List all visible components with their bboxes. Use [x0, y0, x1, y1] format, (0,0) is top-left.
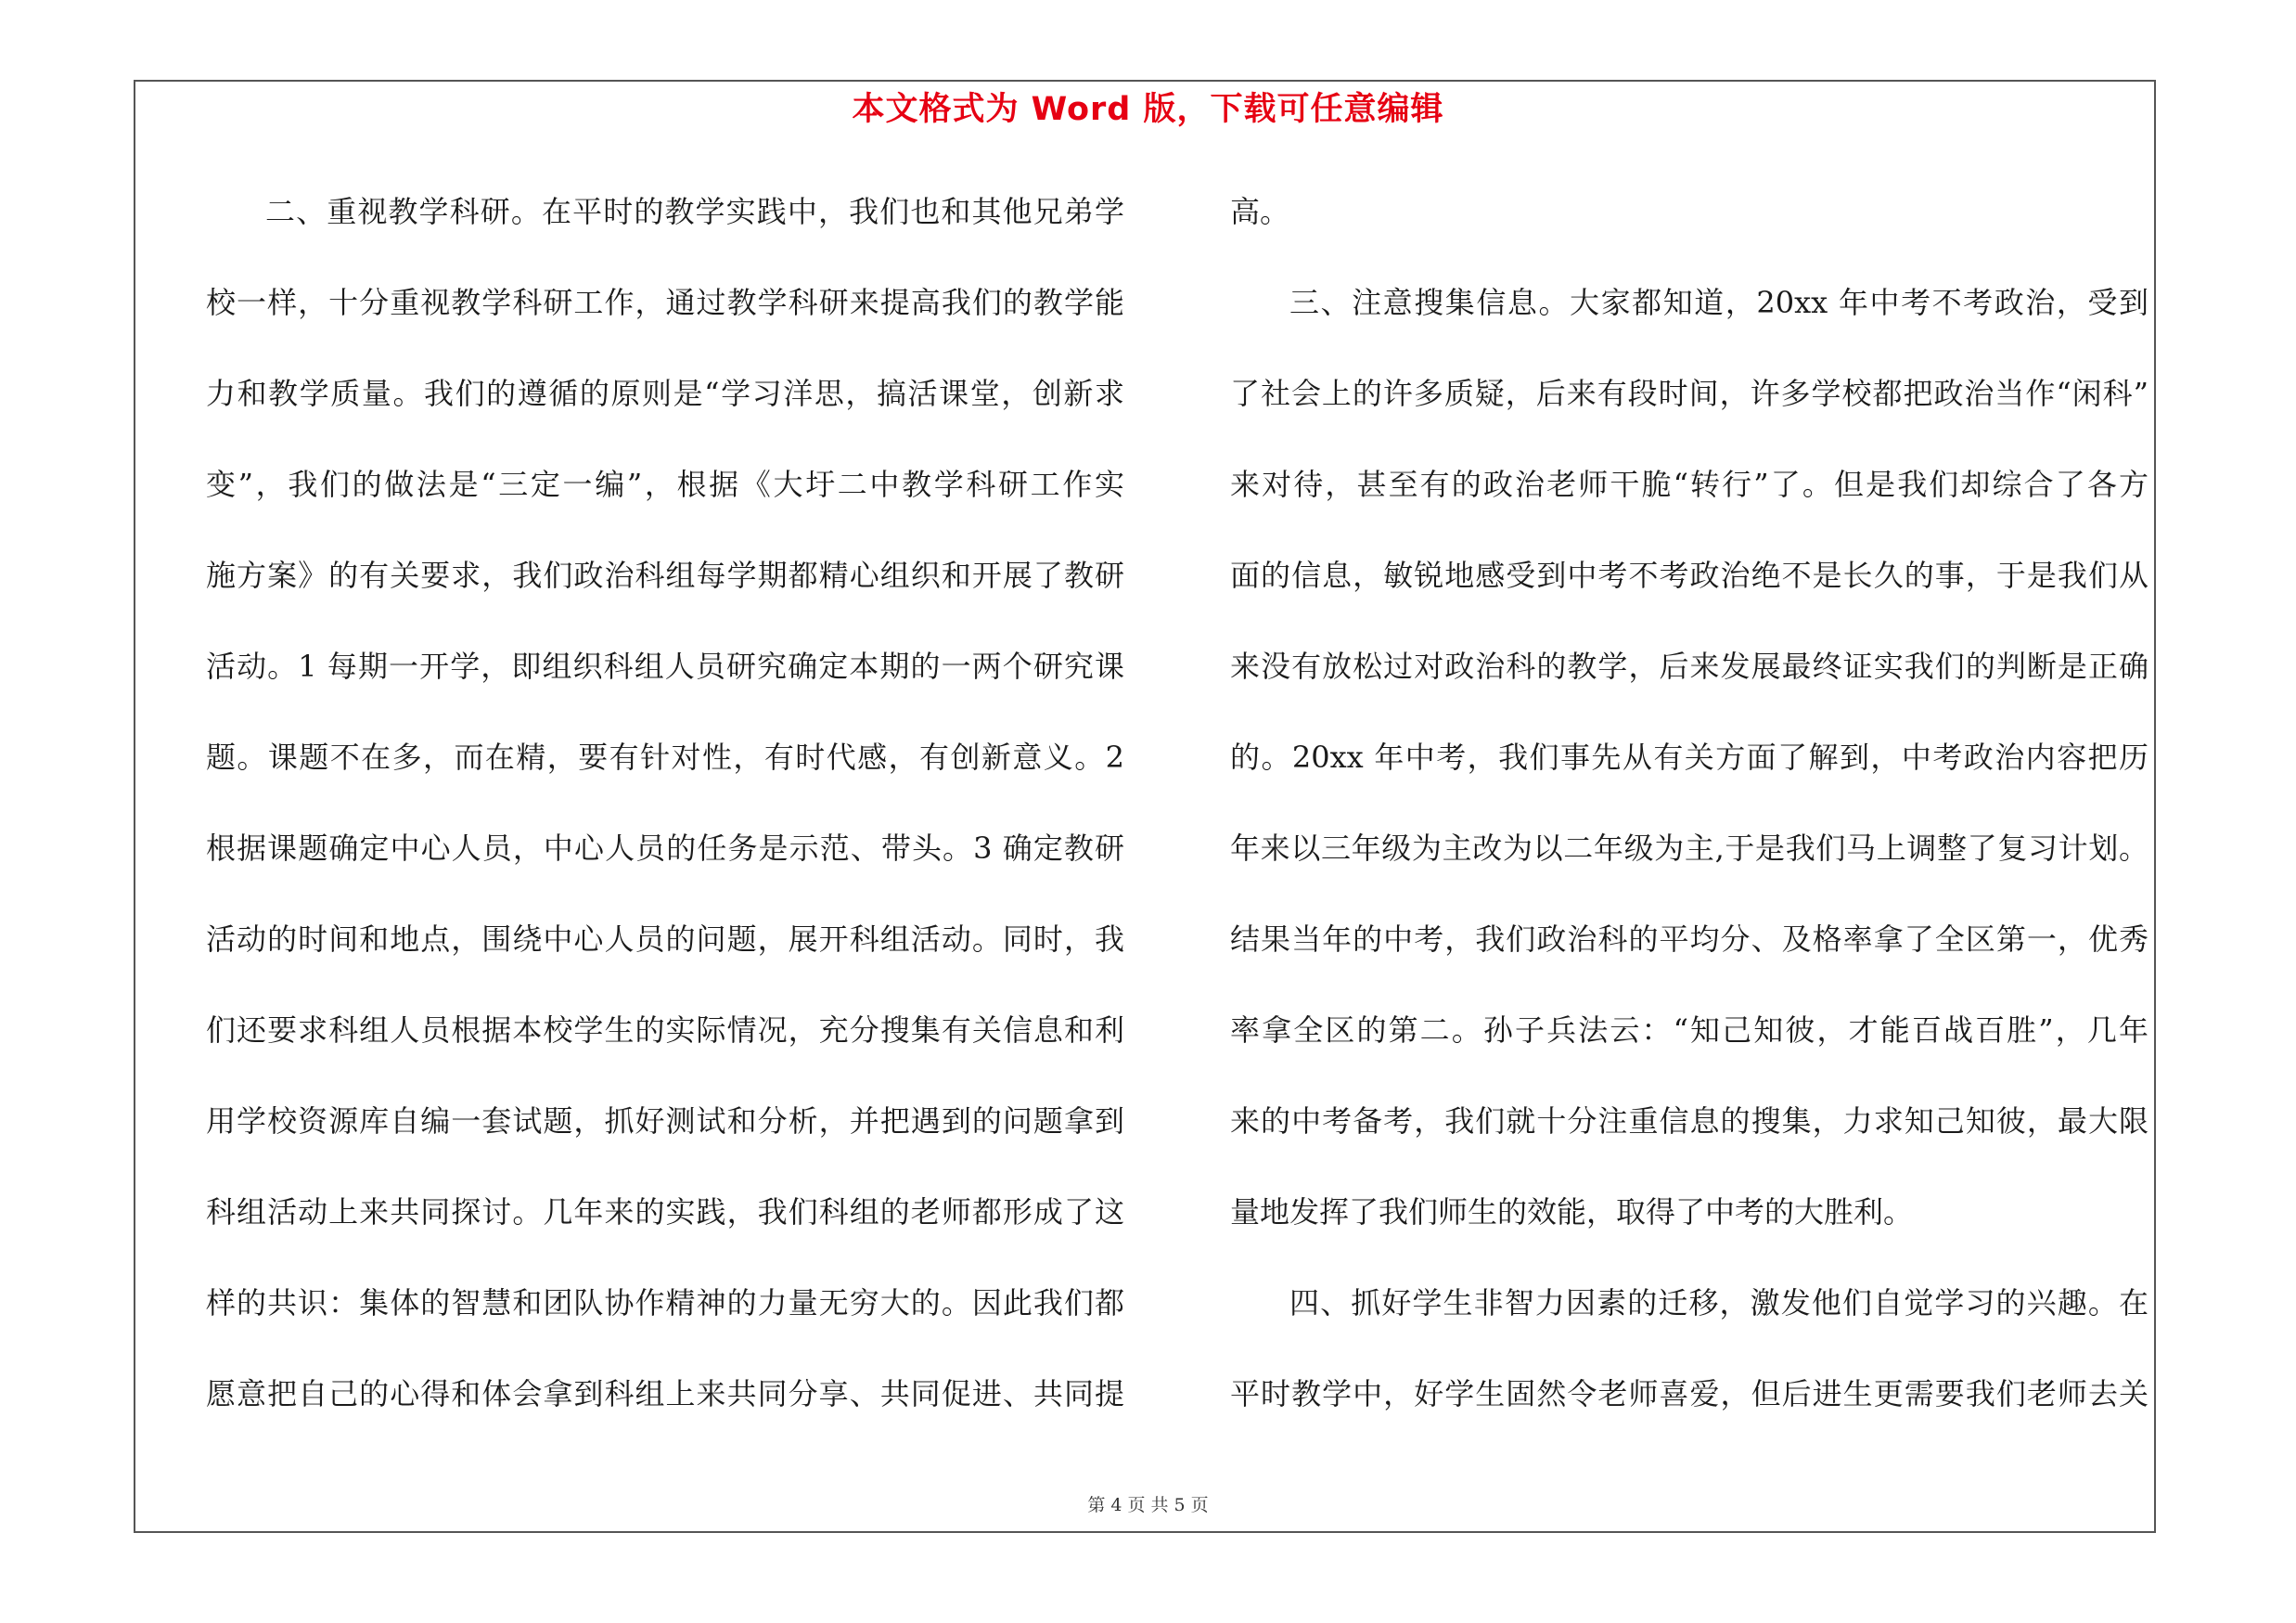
- text-line: 四、抓好学生非智力因素的迁移，激发他们自觉学习的兴趣。在: [1289, 1285, 2148, 1320]
- text-line: 了社会上的许多质疑，后来有段时间，许多学校都把政治当作“闲科”: [1230, 376, 2148, 411]
- text-line: 量地发挥了我们师生的效能，取得了中考的大胜利。: [1230, 1194, 1914, 1230]
- text-line: 高。: [1230, 194, 1290, 229]
- text-line: 二、重视教学科研。在平时的教学实践中，我们也和其他兄弟学: [265, 194, 1124, 229]
- document-banner: 本文格式为 Word 版，下载可任意编辑: [852, 91, 1444, 128]
- text-line: 年来以三年级为主改为以二年级为主,于是我们马上调整了复习计划。: [1230, 831, 2148, 866]
- text-line: 来没有放松过对政治科的教学，后来发展最终证实我们的判断是正确: [1230, 649, 2148, 684]
- text-line: 的。20xx 年中考，我们事先从有关方面了解到，中考政治内容把历: [1230, 740, 2148, 775]
- text-line: 校一样，十分重视教学科研工作，通过教学科研来提高我们的教学能: [206, 285, 1124, 320]
- text-line: 面的信息，敏锐地感受到中考不考政治绝不是长久的事，于是我们从: [1230, 558, 2148, 593]
- text-line: 平时教学中，好学生固然令老师喜爱，但后进生更需要我们老师去关: [1230, 1376, 2148, 1411]
- text-line: 来的中考备考，我们就十分注重信息的搜集，力求知己知彼，最大限: [1230, 1103, 2148, 1139]
- text-line: 活动。1 每期一开学，即组织科组人员研究确定本期的一两个研究课: [206, 649, 1124, 684]
- text-line: 变”，我们的做法是“三定一编”，根据《大圩二中教学科研工作实: [206, 467, 1124, 502]
- text-line: 三、注意搜集信息。大家都知道，20xx 年中考不考政治，受到: [1289, 285, 2148, 320]
- text-line: 样的共识：集体的智慧和团队协作精神的力量无穷大的。因此我们都: [206, 1285, 1124, 1320]
- text-line: 率拿全区的第二。孙子兵法云：“知己知彼，才能百战百胜”，几年: [1230, 1012, 2148, 1048]
- text-line: 施方案》的有关要求，我们政治科组每学期都精心组织和开展了教研: [206, 558, 1124, 593]
- text-line: 愿意把自己的心得和体会拿到科组上来共同分享、共同促进、共同提: [206, 1376, 1124, 1411]
- text-line: 科组活动上来共同探讨。几年来的实践，我们科组的老师都形成了这: [206, 1194, 1124, 1230]
- text-line: 力和教学质量。我们的遵循的原则是“学习洋思，搞活课堂，创新求: [206, 376, 1124, 411]
- text-line: 活动的时间和地点，围绕中心人员的问题，展开科组活动。同时，我: [206, 921, 1124, 957]
- right-text-column: [1230, 184, 2148, 1457]
- text-line: 根据课题确定中心人员，中心人员的任务是示范、带头。3 确定教研: [206, 831, 1124, 866]
- text-line: 结果当年的中考，我们政治科的平均分、及格率拿了全区第一，优秀: [1230, 921, 2148, 957]
- text-line: 来对待，甚至有的政治老师干脆“转行”了。但是我们却综合了各方: [1230, 467, 2148, 502]
- text-line: 们还要求科组人员根据本校学生的实际情况，充分搜集有关信息和利: [206, 1012, 1124, 1048]
- page-number-footer: 第 4 页 共 5 页: [1087, 1495, 1209, 1515]
- text-line: 题。课题不在多，而在精，要有针对性，有时代感，有创新意义。2: [206, 740, 1124, 775]
- text-line: 用学校资源库自编一套试题，抓好测试和分析，并把遇到的问题拿到: [206, 1103, 1124, 1139]
- left-text-column: [206, 184, 1124, 1457]
